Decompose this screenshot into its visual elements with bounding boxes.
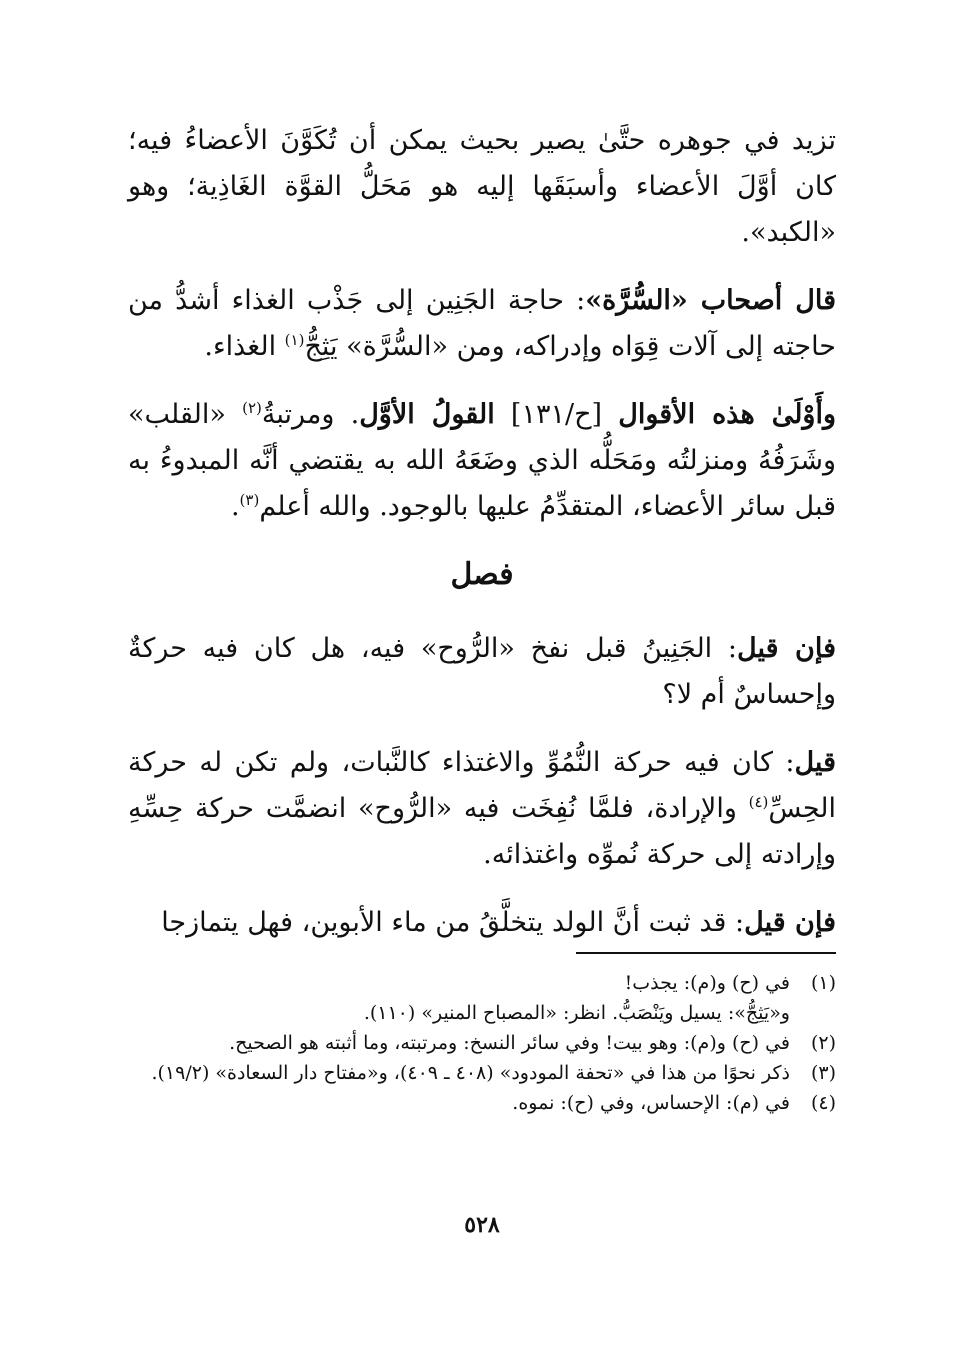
footnote-3 [128, 1058, 836, 1088]
footnote-text: ذكر نحوًا من هذا في «تحفة المودود» (٤٠٨ ـ ٤٠٩)، و«مفتاح دار السعادة» (١٩/٢). [151, 1062, 790, 1084]
bold-lead: قيل [794, 747, 836, 778]
footnote-ref-4: (٤) [748, 793, 769, 811]
footnote-1 [128, 968, 836, 1028]
paragraph-text: : كان فيه حركة النُّمُوِّ والاغتذاء كالنَّبات، ولم تكن له حركة الحِسِّ [128, 747, 836, 824]
section-heading: فصل [450, 557, 514, 592]
bold-lead: فإن قيل [737, 633, 836, 664]
page-number: ٥٢٨ [464, 1212, 500, 1238]
footnote-ref-2: (٢) [242, 399, 262, 417]
footnote-text: في (م): الإحساس، وفي (ح): نموه. [512, 1092, 790, 1114]
footnote-2 [128, 1028, 836, 1058]
paragraph-text: والإرادة، فلمَّا نُفِخَت فيه «الرُّوح» انضمَّت حركة حِسِّهِ وإرادته إلى حركة نُموِّه واغتذائه. [128, 793, 836, 870]
footnote-4 [128, 1088, 836, 1118]
footnote-ref-1: (١) [284, 331, 305, 349]
answer-1 [128, 740, 836, 878]
bold-lead: وأَوْلَىٰ هذه الأقوال [618, 399, 836, 430]
paragraph-1 [128, 118, 836, 256]
bold-lead: قال أصحاب «السُّرَّة» [585, 285, 836, 316]
paragraph-text: «القلب» وشَرَفُهُ ومنزلتُه ومَحَلُّه الذي وضَعَهُ الله به يقتضي أنَّه المبدوءُ به قبل سائر الأعضاء، المتقدِّمُ عليها بالوجود. والله أعلم [128, 399, 836, 522]
footnote-number: (٢) [810, 1032, 836, 1054]
footnote-ref-3: (٣) [239, 491, 260, 509]
paragraph-text: : حاجة الجَنِين إلى جَذْب الغذاء أشدُّ من حاجته إلى آلات قِوَاه وإدراكه، ومن «السُّرَّة» يَثِجُّ [128, 285, 836, 362]
paragraph-3 [128, 392, 836, 530]
footnote-text: في (ح) و(م): وهو بيت! وفي سائر النسخ: ومرتبته، وما أثبته هو الصحيح. [229, 1032, 790, 1054]
paragraph-text: الغذاء. [204, 331, 285, 362]
bold-lead: فإن قيل [744, 907, 836, 938]
page-reference: [ح/١٣١] [494, 399, 619, 430]
footnotes [128, 968, 836, 1118]
paragraph-text: تزيد في جوهره حتَّىٰ يصير بحيث يمكن أن تُكَوَّنَ الأعضاءُ فيه؛ كان أوَّلَ الأعضاء وأسبَقَها إليه هو مَحَلُّ القوَّة الغَاذِية؛ وهو «الكبد». [128, 125, 836, 248]
paragraph-text: . ومرتبةُ [261, 399, 360, 430]
footnote-number: (٤) [810, 1092, 836, 1114]
bold-phrase: القولُ الأوَّل [359, 399, 495, 430]
question-2 [128, 900, 836, 946]
footnote-continuation: و«يَثِجُّ»: يسيل ويَنْصَبُّ. انظر: «المصباح المنير» (١١٠). [363, 1002, 790, 1024]
footnote-number: (١) [810, 972, 836, 994]
paragraph-2 [128, 278, 836, 370]
paragraph-text: : الجَنِينُ قبل نفخ «الرُّوح» فيه، هل كان فيه حركةٌ وإحساسٌ أم لا؟ [128, 633, 836, 710]
paragraph-text: : قد ثبت أنَّ الولد يتخلَّقُ من ماء الأبوين، فهل يتمازجا [161, 907, 745, 938]
footnote-text: في (ح) و(م): يجذب! [624, 972, 790, 994]
footnote-number: (٣) [810, 1062, 836, 1084]
main-text [128, 118, 836, 968]
question-1 [128, 626, 836, 718]
paragraph-text: . [230, 491, 240, 522]
footnote-separator [576, 952, 836, 954]
